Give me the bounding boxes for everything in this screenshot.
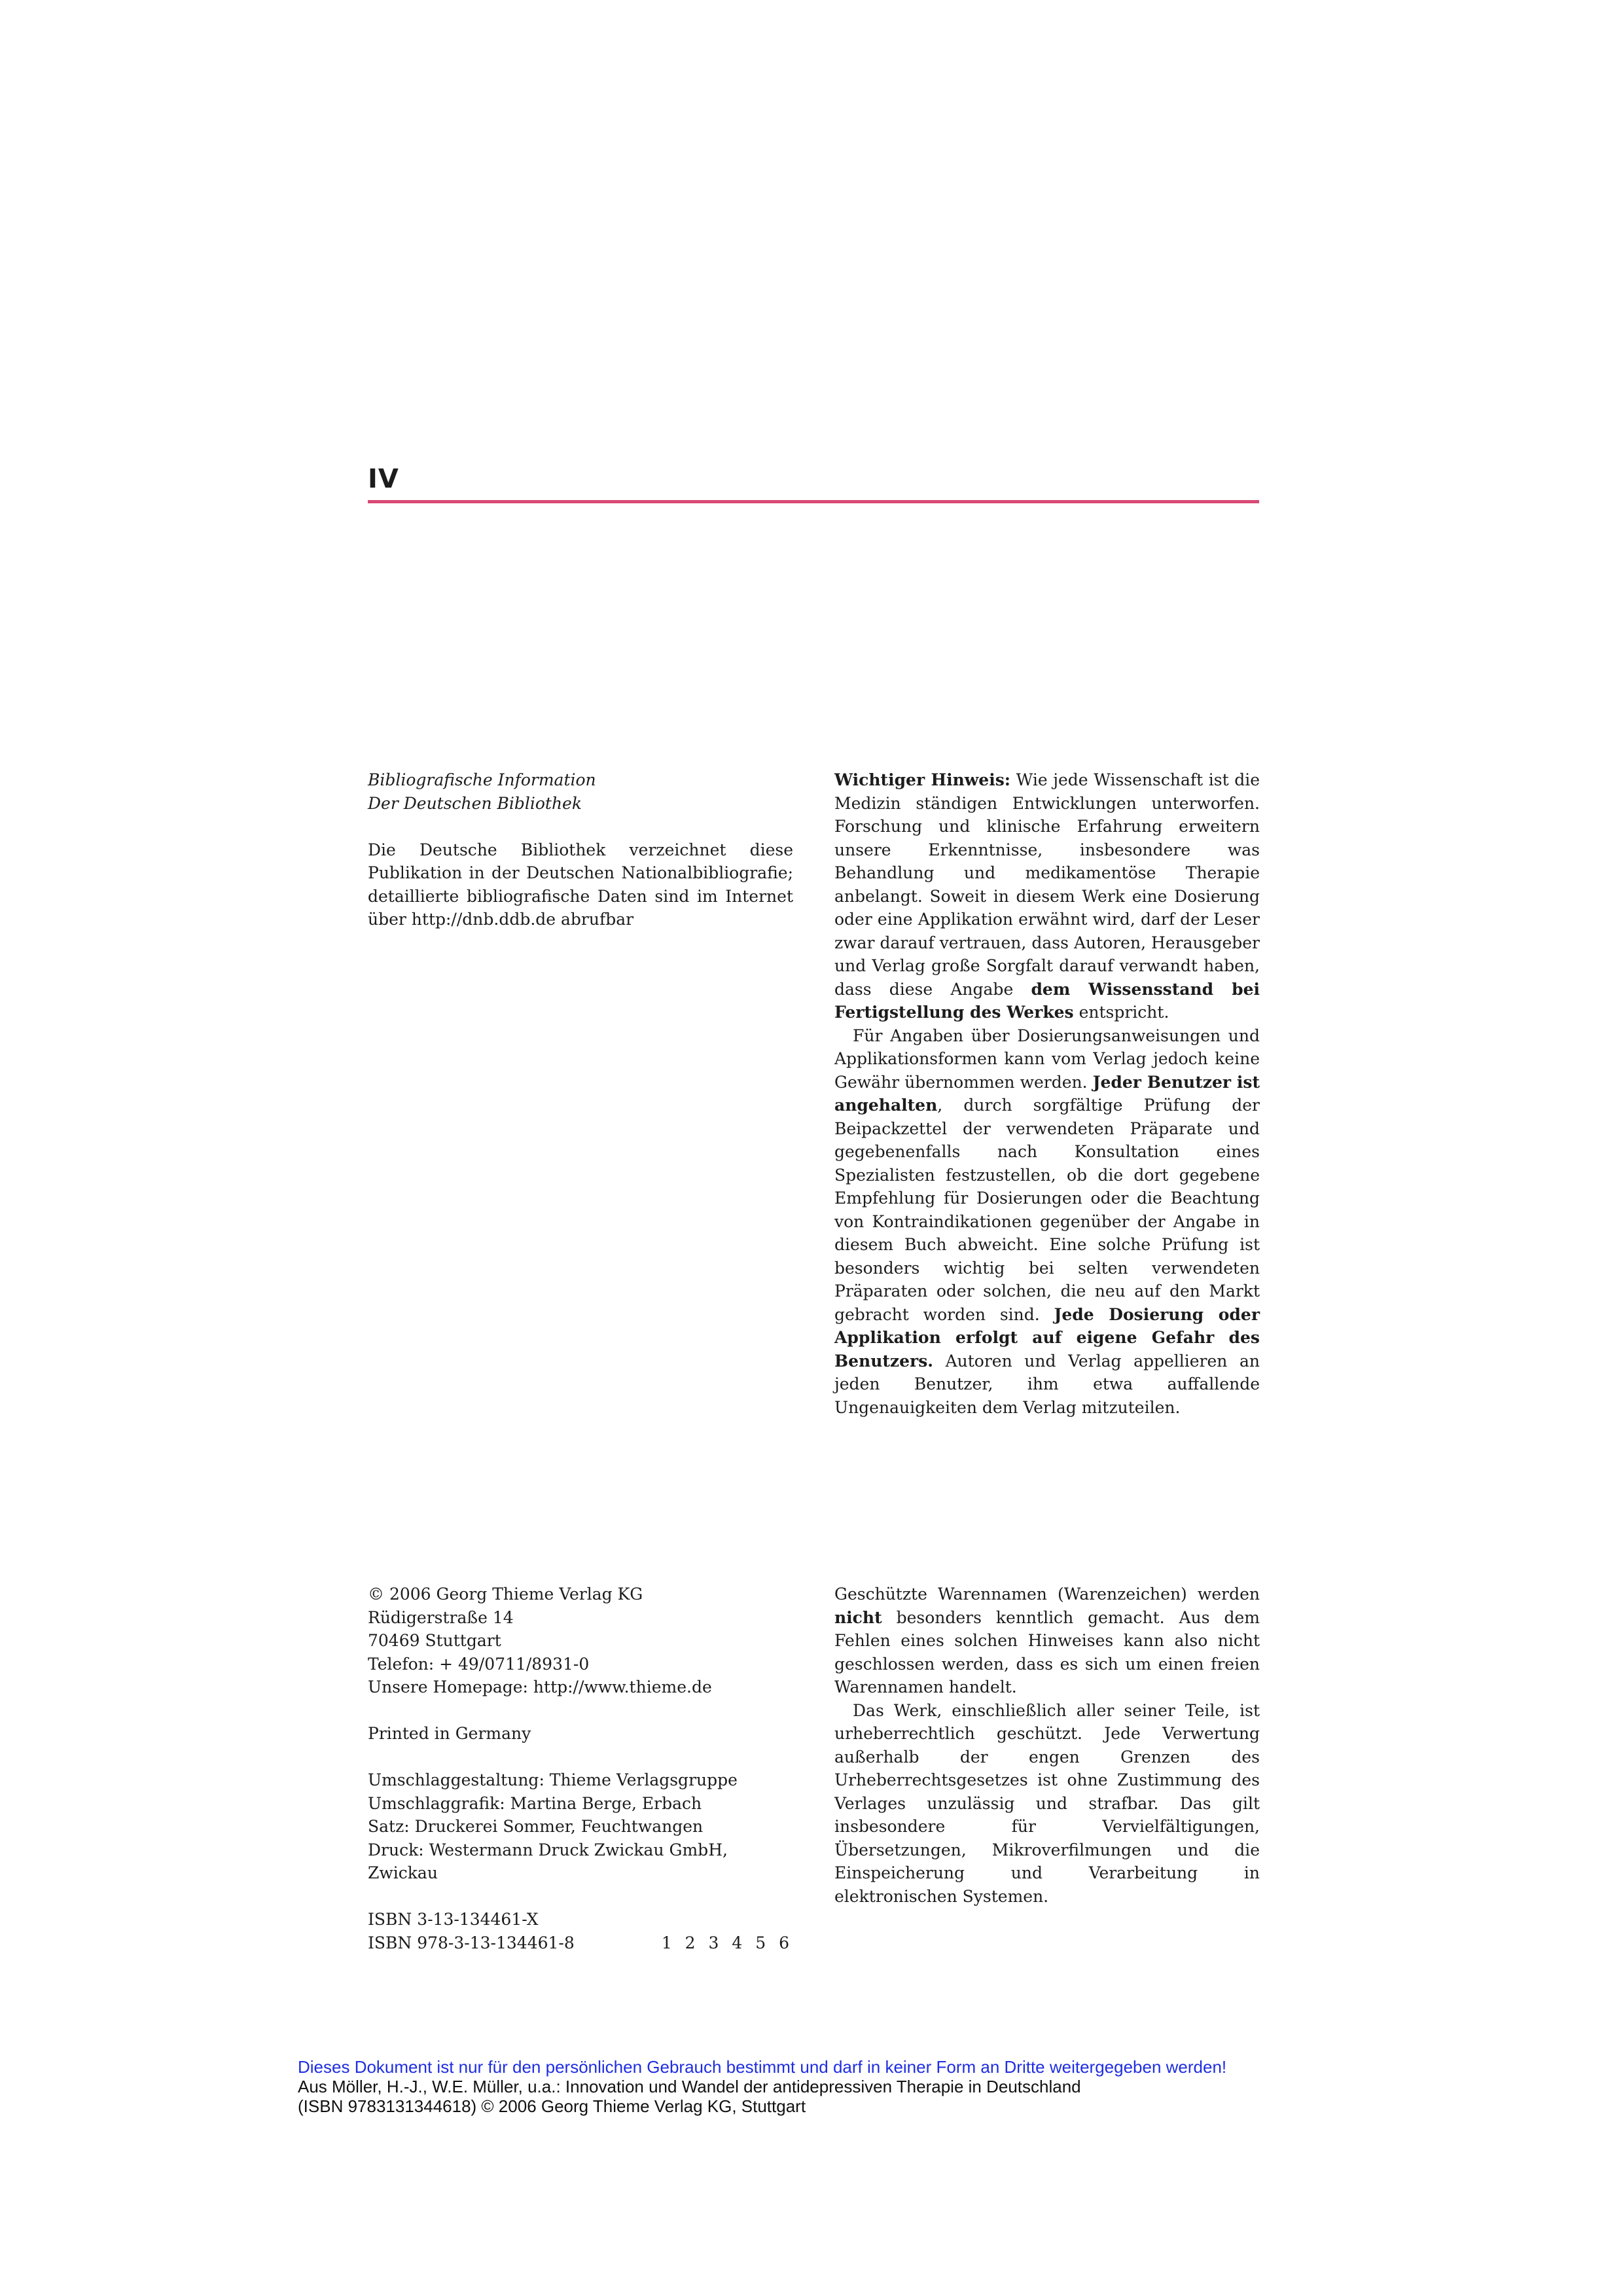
isbn-13-row xyxy=(368,1931,793,1955)
publisher-city: 70469 Stuttgart xyxy=(368,1631,501,1650)
notice-text: , durch sorgfältige Prüfung der Beipackzettel der verwendeten Präparate und gegebenenfalls nach Konsultation eines Spezialisten festzustellen, ob die dort gegebene Empfehlung für Dosierungen oder die Beachtung von Kontraindikationen gegenüber der Angabe in diesem Buch abweicht. Eine solche Prüfung ist besonders wichtig bei selten verwendeten Präparaten oder solchen, die neu auf den Markt gebracht worden sind. xyxy=(834,1096,1260,1324)
bibliographic-text-block xyxy=(368,838,793,931)
spacer xyxy=(368,815,793,838)
printed-in: Printed in Germany xyxy=(368,1724,531,1743)
credit-printing: Druck: Westermann Druck Zwickau GmbH, Zwickau xyxy=(368,1840,728,1882)
header-rule xyxy=(368,500,1259,503)
credit-typesetting: Satz: Druckerei Sommer, Feuchtwangen xyxy=(368,1817,704,1836)
notice-emphasis: dem Wissensstand bei Fertigstellung des Werkes xyxy=(834,979,1260,1022)
credit-cover-graphic: Umschlaggrafik: Martina Berge, Erbach xyxy=(368,1793,702,1813)
document-footer xyxy=(298,2057,1410,2116)
print-sequence: 1 2 3 4 5 6 xyxy=(661,1933,793,1952)
notice-text: Autoren und Verlag appellieren an jeden Benutzer, ihm etwa auffallende Ungenauigkeiten dem Verlag mitzuteilen. xyxy=(834,1351,1260,1417)
page-number: IV xyxy=(368,464,399,494)
notice-emphasis: Jede Dosierung oder Applikation erfolgt auf eigene Gefahr des Benutzers. xyxy=(834,1304,1260,1371)
credit-cover-design: Umschlaggestaltung: Thieme Verlagsgruppe xyxy=(368,1770,738,1789)
bibliographic-title-line2: Der Deutschen Bibliothek xyxy=(368,793,582,813)
isbn-13: ISBN 978-3-13-134461-8 xyxy=(368,1933,575,1952)
notice-label: Wichtiger Hinweis: xyxy=(834,770,1011,789)
notice-text: Für Angaben über Dosierungsanweisungen und Applikationsformen kann vom Verlag jedoch keine Gewähr übernommen werden. xyxy=(834,1026,1260,1092)
footer-warning: Dieses Dokument ist nur für den persönlichen Gebrauch bestimmt und darf in keiner Form an Dritte weitergegeben werden! xyxy=(298,2057,1227,2077)
spacer xyxy=(368,1746,793,1769)
spacer xyxy=(368,1699,793,1723)
spacer xyxy=(368,1885,793,1909)
trademark-paragraph-2: Das Werk, einschließlich aller seiner Teile, ist urheberrechtlich geschützt. Jede Verwertung außerhalb der engen Grenzen des Urheberrechtsgesetzes ist ohne Zustimmung des Verlages unzulässig und strafbar. Das gilt insbesondere für Vervielfältigungen, Übersetzungen, Mikroverfilmungen und die Einspeicherung und Verarbeitung in elektronischen Systemen. xyxy=(834,1700,1260,1906)
notice-text: entspricht. xyxy=(1073,1003,1169,1022)
bibliographic-title-line1: Bibliografische Information xyxy=(368,770,596,789)
bibliographic-information xyxy=(368,768,793,931)
bibliographic-text: Die Deutsche Bibliothek verzeichnet diese Publikation in der Deutschen Nationalbibliografie; detaillierte bibliografische Daten sind im Internet über http://dnb.ddb.de abrufbar xyxy=(368,840,793,929)
notice-text: Wie jede Wissenschaft ist die Medizin ständigen Entwicklungen unterworfen. Forschung und klinische Erfahrung erweitern unsere Erkenntnisse, insbesondere was Behandlung und medikamentöse Therapie anbelangt. Soweit in diesem Werk eine Dosierung oder eine Applikation erwähnt wird, darf der Leser zwar darauf vertrauen, dass Autoren, Herausgeber und Verlag große Sorgfalt darauf verwandt haben, dass diese Angabe xyxy=(834,770,1260,999)
trademark-emphasis: nicht xyxy=(834,1607,882,1627)
notice-paragraph-2 xyxy=(834,1024,1260,1420)
publisher-phone: Telefon: + 49/0711/8931-0 xyxy=(368,1654,590,1674)
trademark-text: besonders kenntlich gemacht. Aus dem Fehlen eines solchen Hinweises kann also nicht geschlossen werden, dass es sich um einen freien Warennamen handelt. xyxy=(834,1607,1260,1696)
notice-paragraph-1 xyxy=(834,768,1260,1024)
publisher-street: Rüdigerstraße 14 xyxy=(368,1607,514,1627)
important-notice xyxy=(834,768,1260,1419)
copyright-line: © 2006 Georg Thieme Verlag KG xyxy=(368,1585,643,1604)
trademark-paragraph-1 xyxy=(834,1583,1260,1699)
isbn-10: ISBN 3-13-134461-X xyxy=(368,1910,539,1929)
footer-source-line1: Aus Möller, H.-J., W.E. Müller, u.a.: Innovation und Wandel der antidepressiven Therapie in Deutschland xyxy=(298,2077,1081,2096)
publisher-homepage: Unsere Homepage: http://www.thieme.de xyxy=(368,1677,712,1696)
publisher-imprint xyxy=(368,1583,793,1954)
trademark-text: Geschützte Warennamen (Warenzeichen) werden xyxy=(834,1585,1260,1604)
footer-source-line2: (ISBN 9783131344618) © 2006 Georg Thieme Verlag KG, Stuttgart xyxy=(298,2096,806,2116)
notice-emphasis: Jeder Benutzer ist angehalten xyxy=(834,1072,1260,1115)
trademark-notice xyxy=(834,1583,1260,1908)
